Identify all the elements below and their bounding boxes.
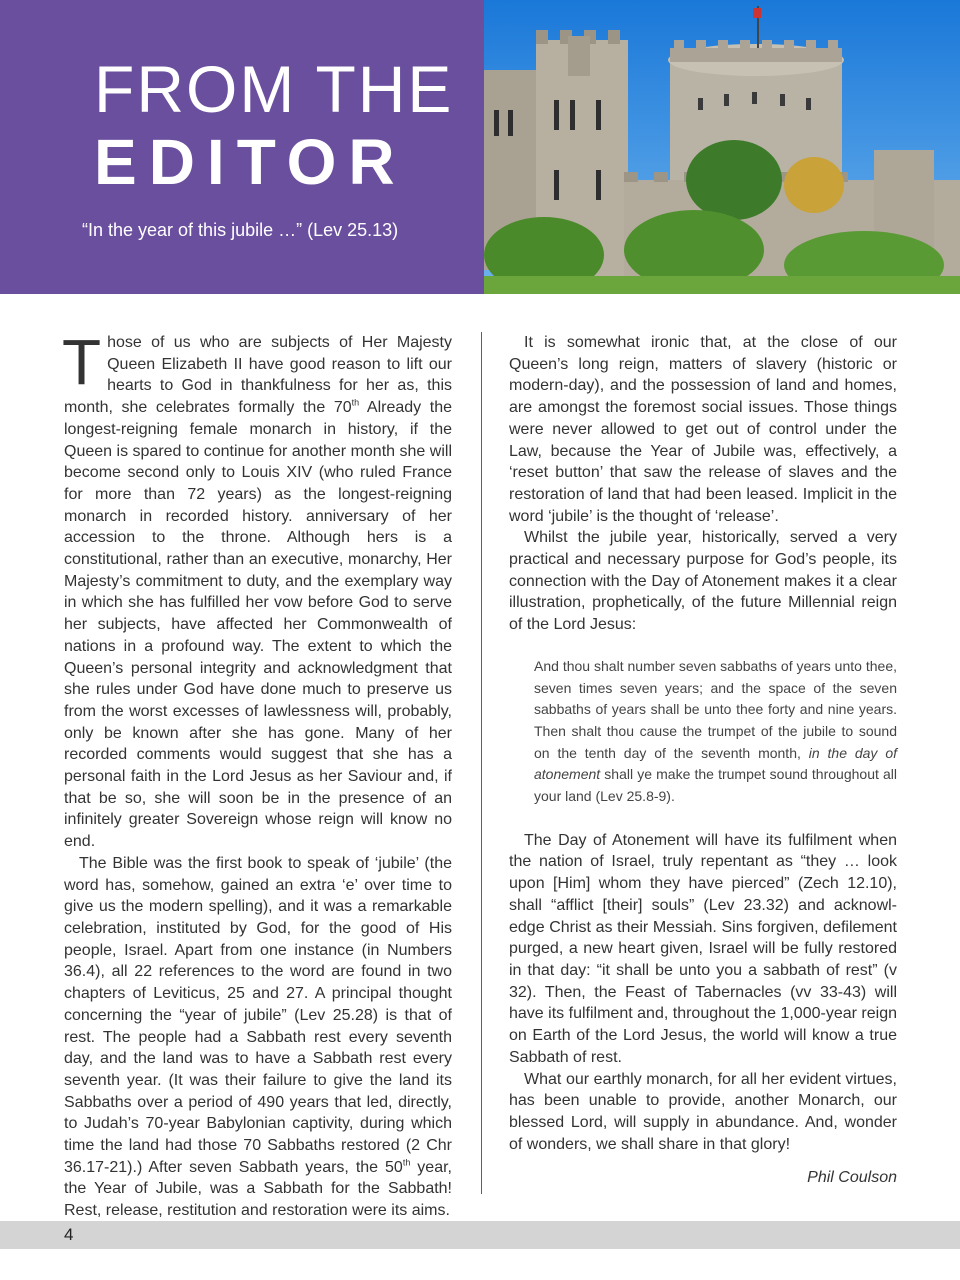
paragraph-jubile-history: The Bible was the first book to speak of ‘jubile’ (the word has, somehow, gained an extra ‘e’ over time to give us the modern spelling), and it was a remarkable celebration, instituted by God, for the good of His people, Israel. Apart from one instance (in Numbers 36.4), all 22 references to the word are found in two chapters of Leviticus, 25 and 27. A principal thought concerning the “year of jubile” (Lev 25.28) is that of rest. The people had a Sabbath rest every seventh day, and the land was to have a Sabbath rest every seventh year. (It was their failure to give the land its Sabbaths over a period of 490 years that led, directly, to Judah’s 70-year Babylonian captivity, during which time the land had those 70 Sabbaths restored (2 Chr 36.17-21).) After seven Sabbath years, the 50th year, the Year of Jubile, was a Sabbath for the Sabbath! Rest, release, restitution and restoration were its aims. xyxy=(64,854,452,1220)
scripture-quote: And thou shalt number seven sabbaths of years unto thee, seven times seven years; and the space of the seven sabbaths of years shall be unto thee forty and nine years. Then shalt thou cause the trumpet of the jubile to sound on the tenth day of the seventh month, in the day of atonement shall ye make the trumpet sound throughout all your land (Lev 25.8-9). xyxy=(534,657,897,805)
article-column-right xyxy=(509,332,897,1189)
column-divider xyxy=(481,332,482,1194)
author-signature: Phil Coulson xyxy=(807,1169,897,1187)
title-from-the: FROM THE xyxy=(94,52,454,126)
castle-photo xyxy=(484,0,960,294)
drop-cap: T xyxy=(62,326,102,398)
paragraph-conclusion: What our earthly monarch, for all her evident virtues, has been unable to provide, another Monarch, our blessed Lord, will supply in abundance. And, wonder of wonders, we shall share in that glory! xyxy=(509,1070,897,1153)
paragraph-irony: It is somewhat ironic that, at the close of our Queen’s long reign, matters of slavery (historic or modern-day), and the possession of land and homes, are amongst the foremost social issues. Those things were never allowed to get out of control under the Law, because the Year of Jubile was, effectively, a ‘reset button’ that saw the release of slaves and the restoration of land that had been leased. Implicit in the word ‘jubile’ is the thought of ‘release’. xyxy=(509,334,897,525)
castle-illustration xyxy=(484,0,960,294)
paragraph-jubile-purpose: Whilst the jubile year, historically, served a very practical and necessary purpose for God’s people, its connection with the Day of Atonement makes it a clear illustration, prophetically, of the future Millennial reign of the Lord Jesus: xyxy=(509,529,897,634)
header-panel xyxy=(0,0,484,294)
page-number: 4 xyxy=(64,1225,74,1244)
paragraph-atonement: The Day of Atonement will have its fulfilment when the nation of Israel, truly repentant as “they … look upon [Him] whom they have pierced” (Zech 12.10), shall “afflict [their] souls” (Lev 23.32) and acknowl-edge Christ as their Messiah. Sins forgiven, defilement purged, a new heart given, Israel will be fully restored in that day: “it shall be unto you a sabbath of rest” (v 32). Then, the Feast of Tabernacles (vv 33-43) will have its fulfilment and, throughout the 1,000-year reign on Earth of the Lord Jesus, the world will know a true Sabbath of rest. xyxy=(509,831,897,1066)
subtitle-quote: “In the year of this jubile …” (Lev 25.13) xyxy=(82,220,399,240)
footer-bar xyxy=(0,1221,960,1249)
article-column-left xyxy=(62,326,453,1222)
title-editor: EDITOR xyxy=(94,126,407,198)
paragraph-intro: Those of us who are subjects of Her Majesty Queen Elizabeth II have good reason to lift our hearts to God in thankfulness for her as, this month, she celebrates formally the 70th Already the longest-reigning female monarch in history, if the Queen is spared to continue for another month she will become second only to Louis XIV (who ruled France for more than 72 years) as the longest-reigning monarch in recorded history. anniversary of her accession to the throne. Although hers is a constitutional, rather than an executive, monarchy, Her Majesty’s commitment to duty, and the exemplary way in which she has fulfilled her vow before God to serve her subjects, have affected her Commonwealth of nations in a profound way. The extent to which the Queen’s personal integrity and acknowledgment that she rules under God have done much to preserve us from the worst excesses of lawlessness will, probably, only be known after she has gone. Many of her recorded comments would suggest that she has a personal faith in the Lord Jesus as her Saviour and, if that be so, she will soon be in the presence of an infinitely greater Sovereign whose reign will know no end. xyxy=(62,326,453,851)
